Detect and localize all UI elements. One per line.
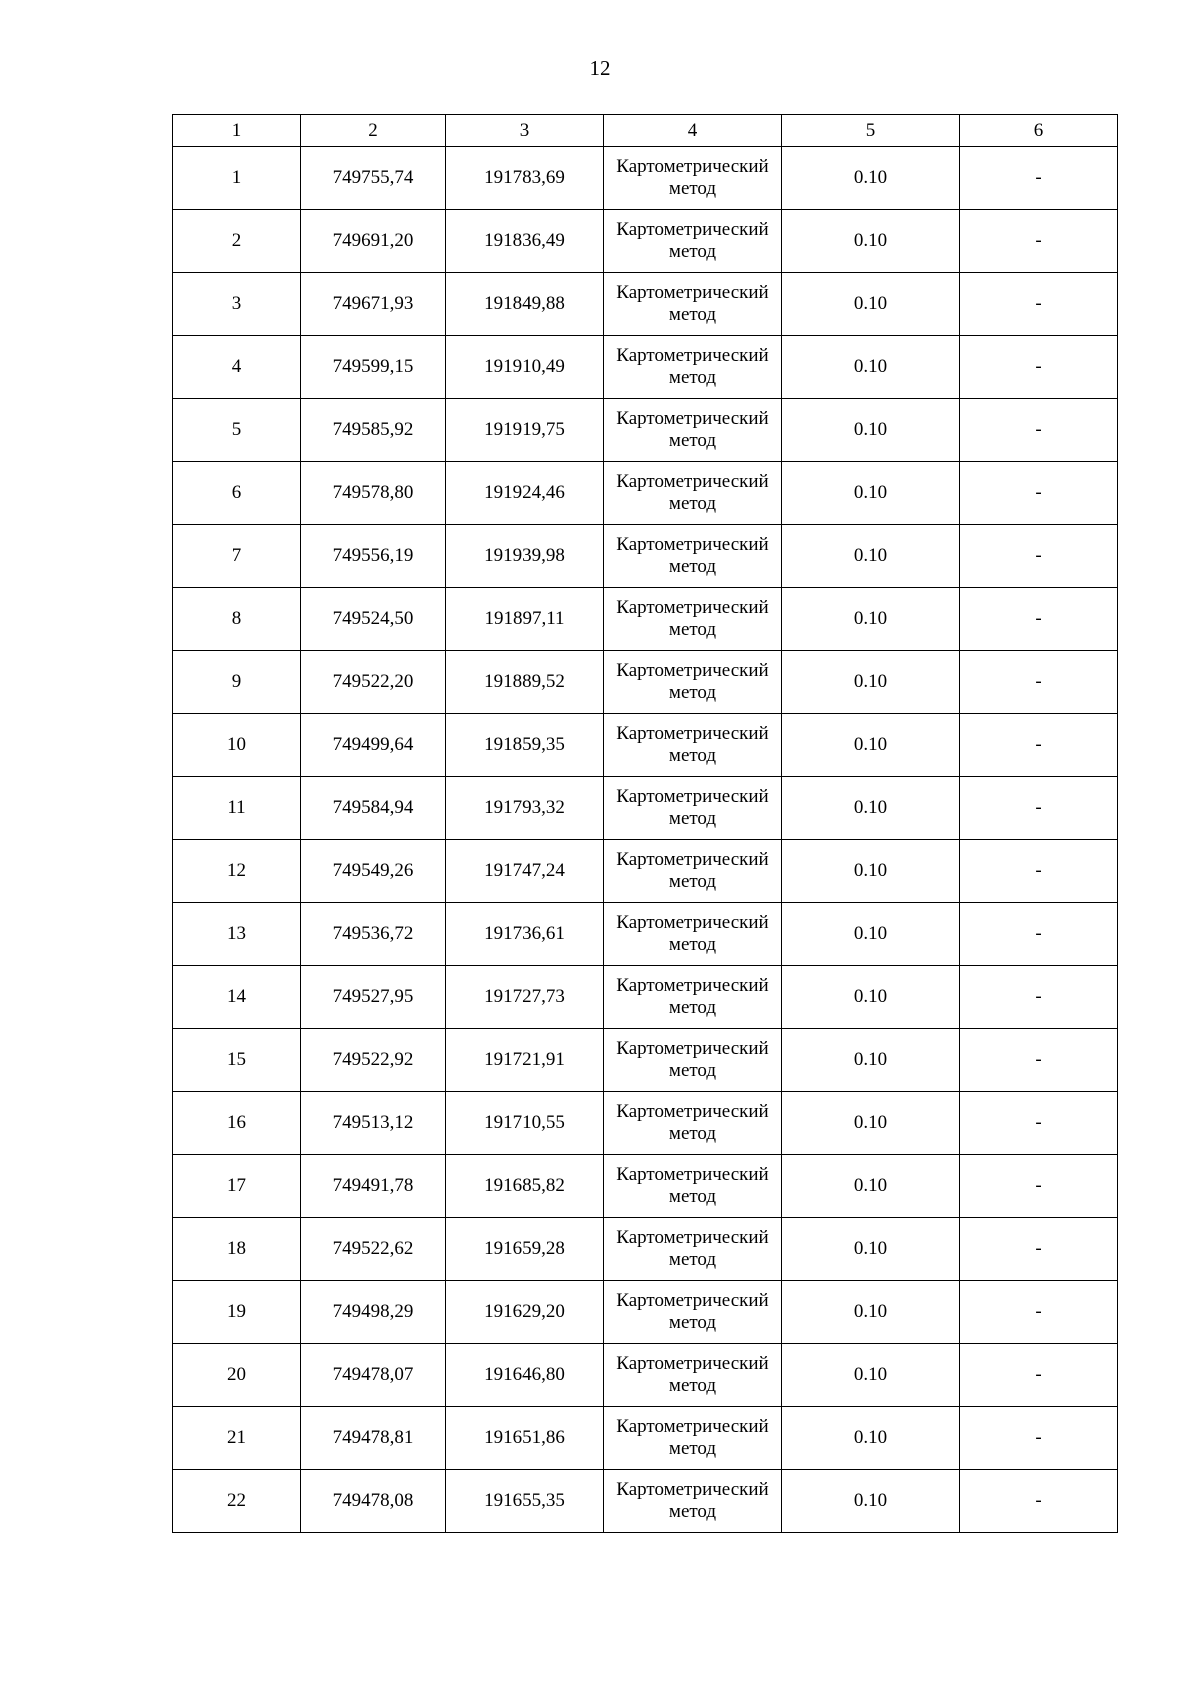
cell-x-coordinate: 749556,19 <box>301 525 446 588</box>
cell-accuracy: 0.10 <box>782 1344 960 1407</box>
cell-note: - <box>960 588 1118 651</box>
cell-note: - <box>960 966 1118 1029</box>
cell-x-coordinate: 749478,08 <box>301 1470 446 1533</box>
cell-x-coordinate: 749585,92 <box>301 399 446 462</box>
cell-x-coordinate: 749499,64 <box>301 714 446 777</box>
method-line-2: метод <box>668 1501 717 1522</box>
method-line-2: метод <box>668 1375 717 1396</box>
cell-point-number: 1 <box>173 147 301 210</box>
cell-note: - <box>960 714 1118 777</box>
cell-method <box>604 966 782 1029</box>
cell-x-coordinate: 749691,20 <box>301 210 446 273</box>
method-line-1: Картометрический <box>616 156 769 177</box>
table-row <box>173 1155 1118 1218</box>
cell-note: - <box>960 1407 1118 1470</box>
cell-method <box>604 1155 782 1218</box>
method-line-1: Картометрический <box>616 723 769 744</box>
cell-method <box>604 903 782 966</box>
cell-accuracy: 0.10 <box>782 525 960 588</box>
cell-point-number: 22 <box>173 1470 301 1533</box>
cell-x-coordinate: 749522,62 <box>301 1218 446 1281</box>
cell-point-number: 4 <box>173 336 301 399</box>
table-body <box>173 147 1118 1533</box>
cell-y-coordinate: 191685,82 <box>446 1155 604 1218</box>
cell-point-number: 21 <box>173 1407 301 1470</box>
cell-point-number: 11 <box>173 777 301 840</box>
method-line-2: метод <box>668 808 717 829</box>
cell-point-number: 9 <box>173 651 301 714</box>
table-row <box>173 1029 1118 1092</box>
cell-x-coordinate: 749522,20 <box>301 651 446 714</box>
cell-y-coordinate: 191659,28 <box>446 1218 604 1281</box>
cell-note: - <box>960 1092 1118 1155</box>
cell-accuracy: 0.10 <box>782 777 960 840</box>
table-header-row <box>173 115 1118 147</box>
cell-note: - <box>960 273 1118 336</box>
cell-method <box>604 1281 782 1344</box>
method-line-1: Картометрический <box>616 534 769 555</box>
table-row <box>173 1281 1118 1344</box>
cell-point-number: 17 <box>173 1155 301 1218</box>
cell-method <box>604 273 782 336</box>
table-row <box>173 777 1118 840</box>
cell-accuracy: 0.10 <box>782 1281 960 1344</box>
cell-note: - <box>960 840 1118 903</box>
method-line-2: метод <box>668 1249 717 1270</box>
cell-accuracy: 0.10 <box>782 966 960 1029</box>
cell-method <box>604 1470 782 1533</box>
cell-accuracy: 0.10 <box>782 714 960 777</box>
method-line-2: метод <box>668 745 717 766</box>
cell-method <box>604 1344 782 1407</box>
table-row <box>173 651 1118 714</box>
cell-point-number: 13 <box>173 903 301 966</box>
method-line-1: Картометрический <box>616 1290 769 1311</box>
table-row <box>173 966 1118 1029</box>
column-header-3: 3 <box>446 115 604 147</box>
cell-y-coordinate: 191736,61 <box>446 903 604 966</box>
cell-x-coordinate: 749478,81 <box>301 1407 446 1470</box>
page-number: 12 <box>589 56 611 80</box>
cell-accuracy: 0.10 <box>782 651 960 714</box>
column-header-4: 4 <box>604 115 782 147</box>
cell-y-coordinate: 191783,69 <box>446 147 604 210</box>
cell-y-coordinate: 191721,91 <box>446 1029 604 1092</box>
cell-point-number: 14 <box>173 966 301 1029</box>
cell-method <box>604 651 782 714</box>
cell-accuracy: 0.10 <box>782 588 960 651</box>
method-line-1: Картометрический <box>616 219 769 240</box>
method-line-1: Картометрический <box>616 597 769 618</box>
cell-y-coordinate: 191836,49 <box>446 210 604 273</box>
table-row <box>173 147 1118 210</box>
method-line-2: метод <box>668 997 717 1018</box>
cell-point-number: 20 <box>173 1344 301 1407</box>
cell-method <box>604 1407 782 1470</box>
table-row <box>173 273 1118 336</box>
method-line-1: Картометрический <box>616 1353 769 1374</box>
cell-accuracy: 0.10 <box>782 1470 960 1533</box>
cell-point-number: 5 <box>173 399 301 462</box>
cell-note: - <box>960 777 1118 840</box>
method-line-2: метод <box>668 430 717 451</box>
cell-method <box>604 840 782 903</box>
cell-method <box>604 1218 782 1281</box>
table-row <box>173 1407 1118 1470</box>
cell-x-coordinate: 749513,12 <box>301 1092 446 1155</box>
cell-method <box>604 1092 782 1155</box>
cell-point-number: 18 <box>173 1218 301 1281</box>
cell-point-number: 19 <box>173 1281 301 1344</box>
method-line-1: Картометрический <box>616 975 769 996</box>
cell-accuracy: 0.10 <box>782 840 960 903</box>
method-line-2: метод <box>668 304 717 325</box>
table-row <box>173 336 1118 399</box>
cell-method <box>604 1029 782 1092</box>
table-row <box>173 903 1118 966</box>
cell-y-coordinate: 191897,11 <box>446 588 604 651</box>
cell-accuracy: 0.10 <box>782 903 960 966</box>
cell-note: - <box>960 1281 1118 1344</box>
cell-point-number: 7 <box>173 525 301 588</box>
cell-accuracy: 0.10 <box>782 1407 960 1470</box>
cell-point-number: 16 <box>173 1092 301 1155</box>
cell-accuracy: 0.10 <box>782 147 960 210</box>
cell-x-coordinate: 749536,72 <box>301 903 446 966</box>
cell-note: - <box>960 399 1118 462</box>
method-line-1: Картометрический <box>616 1101 769 1122</box>
cell-point-number: 12 <box>173 840 301 903</box>
cell-x-coordinate: 749527,95 <box>301 966 446 1029</box>
cell-note: - <box>960 1470 1118 1533</box>
method-line-2: метод <box>668 367 717 388</box>
cell-x-coordinate: 749578,80 <box>301 462 446 525</box>
cell-y-coordinate: 191889,52 <box>446 651 604 714</box>
cell-accuracy: 0.10 <box>782 1029 960 1092</box>
cell-point-number: 6 <box>173 462 301 525</box>
cell-y-coordinate: 191924,46 <box>446 462 604 525</box>
cell-y-coordinate: 191910,49 <box>446 336 604 399</box>
cell-y-coordinate: 191710,55 <box>446 1092 604 1155</box>
method-line-1: Картометрический <box>616 1479 769 1500</box>
method-line-2: метод <box>668 682 717 703</box>
method-line-2: метод <box>668 934 717 955</box>
cell-accuracy: 0.10 <box>782 1218 960 1281</box>
cell-accuracy: 0.10 <box>782 273 960 336</box>
table-row <box>173 399 1118 462</box>
cell-method <box>604 525 782 588</box>
cell-point-number: 8 <box>173 588 301 651</box>
cell-note: - <box>960 462 1118 525</box>
cell-note: - <box>960 336 1118 399</box>
method-line-1: Картометрический <box>616 1416 769 1437</box>
cell-point-number: 2 <box>173 210 301 273</box>
table-row <box>173 588 1118 651</box>
method-line-2: метод <box>668 178 717 199</box>
cell-x-coordinate: 749478,07 <box>301 1344 446 1407</box>
cell-method <box>604 588 782 651</box>
table-row <box>173 525 1118 588</box>
cell-y-coordinate: 191629,20 <box>446 1281 604 1344</box>
cell-point-number: 3 <box>173 273 301 336</box>
cell-note: - <box>960 903 1118 966</box>
method-line-1: Картометрический <box>616 1164 769 1185</box>
cell-method <box>604 147 782 210</box>
method-line-2: метод <box>668 1123 717 1144</box>
cell-x-coordinate: 749498,29 <box>301 1281 446 1344</box>
method-line-2: метод <box>668 871 717 892</box>
coordinates-table <box>172 114 1118 1533</box>
method-line-2: метод <box>668 1186 717 1207</box>
cell-method <box>604 336 782 399</box>
cell-method <box>604 399 782 462</box>
table-row <box>173 210 1118 273</box>
method-line-1: Картометрический <box>616 660 769 681</box>
cell-x-coordinate: 749522,92 <box>301 1029 446 1092</box>
cell-accuracy: 0.10 <box>782 336 960 399</box>
cell-method <box>604 462 782 525</box>
cell-y-coordinate: 191651,86 <box>446 1407 604 1470</box>
cell-note: - <box>960 1029 1118 1092</box>
method-line-2: метод <box>668 1060 717 1081</box>
method-line-2: метод <box>668 1438 717 1459</box>
cell-x-coordinate: 749755,74 <box>301 147 446 210</box>
cell-note: - <box>960 1218 1118 1281</box>
cell-y-coordinate: 191849,88 <box>446 273 604 336</box>
cell-y-coordinate: 191859,35 <box>446 714 604 777</box>
method-line-1: Картометрический <box>616 849 769 870</box>
method-line-1: Картометрический <box>616 282 769 303</box>
cell-note: - <box>960 651 1118 714</box>
cell-method <box>604 714 782 777</box>
cell-y-coordinate: 191646,80 <box>446 1344 604 1407</box>
cell-y-coordinate: 191793,32 <box>446 777 604 840</box>
method-line-1: Картометрический <box>616 786 769 807</box>
method-line-1: Картометрический <box>616 345 769 366</box>
cell-x-coordinate: 749584,94 <box>301 777 446 840</box>
cell-accuracy: 0.10 <box>782 399 960 462</box>
method-line-1: Картометрический <box>616 1227 769 1248</box>
cell-x-coordinate: 749491,78 <box>301 1155 446 1218</box>
cell-y-coordinate: 191655,35 <box>446 1470 604 1533</box>
method-line-2: метод <box>668 1312 717 1333</box>
cell-x-coordinate: 749524,50 <box>301 588 446 651</box>
cell-y-coordinate: 191747,24 <box>446 840 604 903</box>
cell-note: - <box>960 147 1118 210</box>
cell-y-coordinate: 191919,75 <box>446 399 604 462</box>
table-row <box>173 1344 1118 1407</box>
column-header-2: 2 <box>301 115 446 147</box>
column-header-5: 5 <box>782 115 960 147</box>
method-line-1: Картометрический <box>616 912 769 933</box>
cell-accuracy: 0.10 <box>782 210 960 273</box>
cell-note: - <box>960 1344 1118 1407</box>
column-header-6: 6 <box>960 115 1118 147</box>
cell-x-coordinate: 749549,26 <box>301 840 446 903</box>
method-line-2: метод <box>668 556 717 577</box>
cell-method <box>604 210 782 273</box>
table-row <box>173 1092 1118 1155</box>
method-line-2: метод <box>668 493 717 514</box>
cell-point-number: 15 <box>173 1029 301 1092</box>
cell-accuracy: 0.10 <box>782 1092 960 1155</box>
table-row <box>173 840 1118 903</box>
method-line-1: Картометрический <box>616 1038 769 1059</box>
cell-point-number: 10 <box>173 714 301 777</box>
table-row <box>173 462 1118 525</box>
cell-method <box>604 777 782 840</box>
table-row <box>173 714 1118 777</box>
cell-note: - <box>960 525 1118 588</box>
cell-accuracy: 0.10 <box>782 462 960 525</box>
method-line-2: метод <box>668 241 717 262</box>
method-line-2: метод <box>668 619 717 640</box>
cell-x-coordinate: 749671,93 <box>301 273 446 336</box>
cell-accuracy: 0.10 <box>782 1155 960 1218</box>
cell-y-coordinate: 191727,73 <box>446 966 604 1029</box>
method-line-1: Картометрический <box>616 408 769 429</box>
cell-note: - <box>960 210 1118 273</box>
cell-x-coordinate: 749599,15 <box>301 336 446 399</box>
cell-note: - <box>960 1155 1118 1218</box>
method-line-1: Картометрический <box>616 471 769 492</box>
table-row <box>173 1218 1118 1281</box>
column-header-1: 1 <box>173 115 301 147</box>
table-row <box>173 1470 1118 1533</box>
cell-y-coordinate: 191939,98 <box>446 525 604 588</box>
